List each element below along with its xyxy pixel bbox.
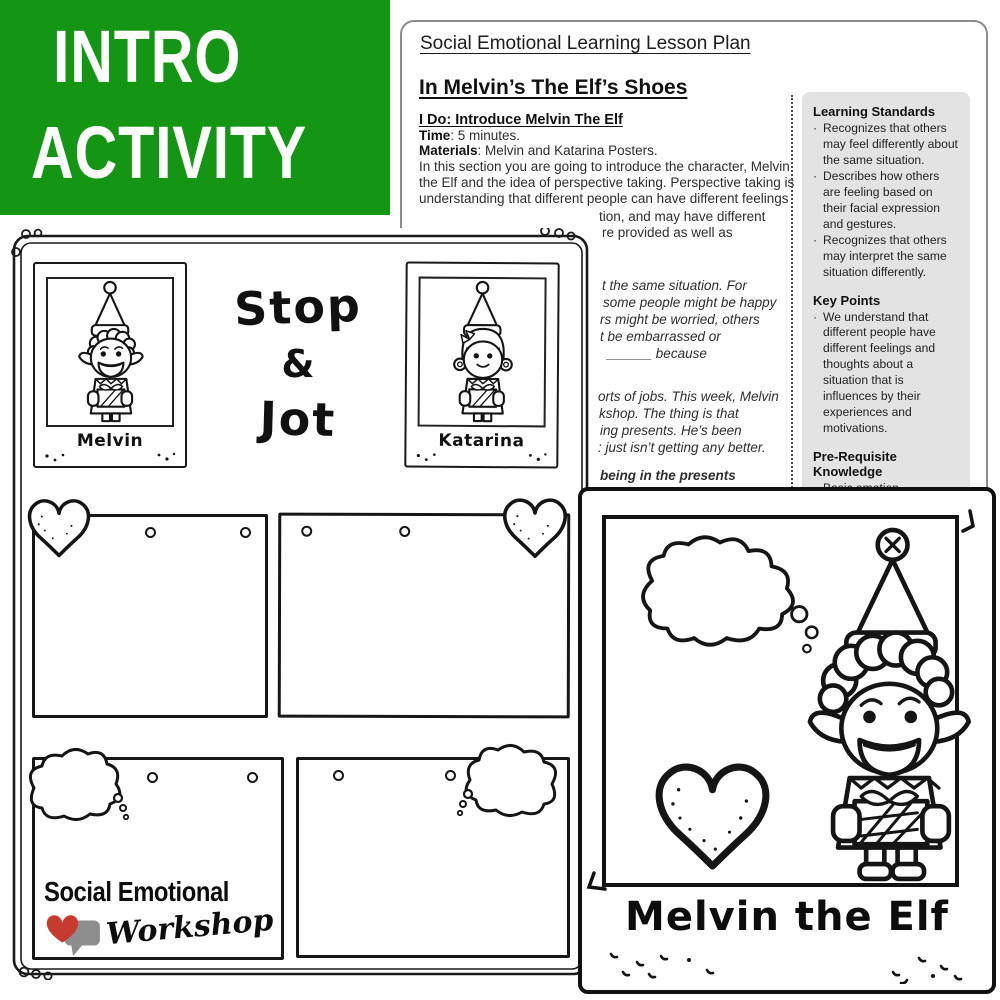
sidebar-section-title: Pre-Requisite Knowledge	[813, 449, 897, 480]
panel-hole	[147, 772, 158, 783]
speckle-dots	[597, 946, 977, 984]
time-label: Time	[419, 128, 451, 143]
katarina-photo	[418, 277, 547, 428]
intro-activity-banner	[0, 0, 390, 215]
katarina-polaroid	[404, 261, 559, 468]
learning-standards-list	[813, 121, 959, 281]
lesson-heading: In Melvin’s The Elf’s Shoes	[419, 76, 688, 99]
speckle-dots	[412, 450, 552, 465]
script-bold-fragment: being in the presents	[600, 468, 736, 483]
katarina-elf-illustration	[434, 279, 531, 426]
panel-hole	[333, 770, 344, 781]
panel-hole	[145, 527, 156, 538]
heart-icon	[495, 490, 575, 568]
melvin-polaroid	[33, 262, 187, 468]
thought-cloud-icon	[12, 740, 132, 825]
heart-speech-bubble-icon	[44, 910, 104, 958]
thought-cloud-icon	[454, 736, 574, 821]
body-text-line: the Elf and the idea of perspective taking. Perspective taking is	[419, 175, 795, 190]
body-text-line: In this section you are going to introduce the character, Melvin	[419, 159, 790, 174]
materials-value: : Melvin and Katarina Posters.	[477, 143, 658, 158]
script-text-fragment: t be embarrassed or	[600, 329, 721, 344]
list-item: · Recognizes that others may feel differently about the same situation.	[813, 121, 958, 167]
panel-hole	[247, 772, 258, 783]
script-text-fragment: ing presents. He’s been	[600, 423, 742, 438]
title-word: Jot	[258, 391, 338, 447]
melvin-poster	[578, 487, 996, 994]
script-text-fragment: rs might be worried, others	[600, 312, 760, 327]
stop-jot-worksheet	[8, 228, 593, 980]
list-item: · Recognizes that others may interpret the same situation differently.	[813, 232, 947, 279]
sidebar-section-title: Learning Standards	[813, 104, 936, 119]
script-text-fragment: kshop. The thing is that	[599, 406, 739, 421]
script-text-fragment: ______ because	[607, 346, 707, 361]
panel-hole	[399, 526, 410, 537]
title-word: Stop	[233, 277, 363, 337]
dotted-divider	[791, 95, 793, 515]
panel-hole	[301, 526, 312, 537]
list-item: · Describes how others are feeling based on their facial expression and gestures.	[813, 168, 940, 231]
melvin-elf-illustration	[757, 519, 972, 885]
body-text-fragment: tion, and may have different	[599, 209, 766, 224]
melvin-elf-illustration	[62, 279, 158, 425]
body-text-line: understanding that different people can have different feelings	[419, 191, 789, 206]
melvin-photo	[46, 277, 174, 427]
sidebar-section-title: Key Points	[813, 292, 881, 308]
script-text-fragment: some people might be happy	[603, 295, 777, 310]
key-points-list	[813, 310, 959, 438]
panel-hole	[240, 527, 251, 538]
banner-line-1: INTRO	[53, 15, 242, 98]
poster-title: Melvin the Elf	[625, 894, 949, 940]
time-line	[419, 128, 520, 143]
materials-label: Materials	[419, 143, 478, 158]
banner-line-2: ACTIVITY	[31, 111, 308, 194]
heart-icon	[20, 490, 98, 568]
standards-sidebar	[802, 92, 970, 528]
worksheet-title	[208, 277, 388, 447]
script-text-fragment: orts of jobs. This week, Melvin	[598, 389, 779, 404]
materials-line	[419, 143, 658, 158]
social-emotional-workshop-logo	[44, 876, 274, 958]
speckle-dots	[41, 450, 181, 464]
logo-text-line-1: Social Emotional	[44, 876, 229, 907]
script-text-fragment: t the same situation. For	[602, 278, 747, 293]
polaroid-name-label: Melvin	[76, 431, 144, 451]
title-ampersand: &	[281, 342, 315, 386]
script-text-fragment: : just isn’t getting any better.	[598, 440, 766, 455]
body-text-fragment: re provided as well as	[602, 225, 733, 240]
lesson-plan-title: Social Emotional Learning Lesson Plan	[420, 33, 751, 54]
lesson-subheading: I Do: Introduce Melvin The Elf	[419, 112, 623, 128]
logo-text-line-2: Workshop	[104, 902, 275, 953]
time-value: : 5 minutes.	[450, 128, 521, 143]
list-item: · We understand that different people have different feelings and thoughts about a situation that is influences by their experiences and motivations.	[813, 309, 936, 436]
polaroid-name-label: Katarina	[438, 430, 525, 452]
